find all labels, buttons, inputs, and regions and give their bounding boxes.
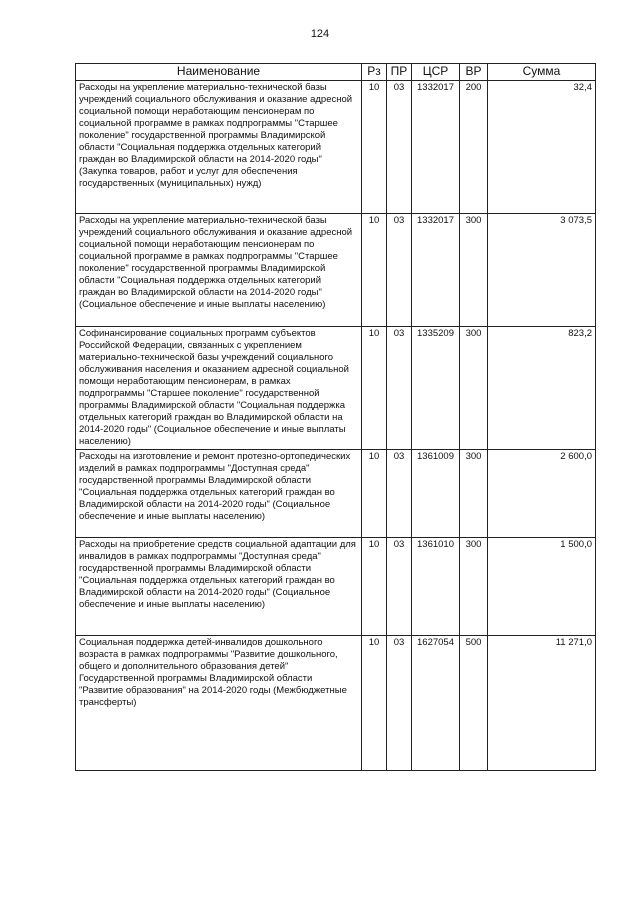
row-csr: 1361010 xyxy=(412,538,460,636)
row-name: Софинансирование социальных программ субъектов Российской Федерации, связанных с укреплением материально-технической базы учреждений социального обслуживания населения и оказанием адресной социальной помощи неработающим пенсионерам, в рамках подпрограммы "Старшее поколение" государственной программы Владимирской области "Социальная поддержка отдельных категорий граждан во Владимирской области на 2014-2020 годы" (Социальное обеспечение и иные выплаты населению) xyxy=(76,327,362,450)
table-row xyxy=(76,450,596,538)
row-csr: 1335209 xyxy=(412,327,460,450)
row-name: Расходы на приобретение средств социальной адаптации для инвалидов в рамках подпрограммы "Доступная среда" государственной программы Владимирской области "Социальная поддержка отдельных категорий граждан во Владимирской области на 2014-2020 годы" (Социальное обеспечение и иные выплаты населению) xyxy=(76,538,362,636)
row-vr: 300 xyxy=(460,538,488,636)
row-sum: 2 600,0 xyxy=(488,450,596,538)
header-rz: Рз xyxy=(362,64,387,81)
row-vr: 200 xyxy=(460,81,488,214)
table-row xyxy=(76,214,596,327)
table-header-row xyxy=(76,64,596,81)
row-rz: 10 xyxy=(362,214,387,327)
row-name: Расходы на укрепление материально-технической базы учреждений социального обслуживания и оказание адресной социальной помощи неработающим пенсионерам по социальной программе в рамках подпрограммы "Старшее поколение" государственной программы Владимирской области "Социальная поддержка отдельных категорий граждан во Владимирской области на 2014-2020 годы" (Закупка товаров, работ и услуг для обеспечения государственных (муниципальных) нужд) xyxy=(76,81,362,214)
page-number: 124 xyxy=(310,28,330,40)
row-sum: 11 271,0 xyxy=(488,636,596,771)
row-pr: 03 xyxy=(387,538,412,636)
row-name: Расходы на изготовление и ремонт протезно-ортопедических изделий в рамках подпрограммы "Доступная среда" государственной программы Владимирской области "Социальная поддержка отдельных категорий граждан во Владимирской области на 2014-2020 годы" (Социальное обеспечение и иные выплаты населению) xyxy=(76,450,362,538)
row-name: Социальная поддержка детей-инвалидов дошкольного возраста в рамках подпрограммы "Развитие дошкольного, общего и дополнительного образования детей" Государственной программы Владимирской области "Развитие образования" на 2014-2020 годы (Межбюджетные трансферты) xyxy=(76,636,362,771)
row-name: Расходы на укрепление материально-технической базы учреждений социального обслуживания и оказание адресной социальной помощи неработающим пенсионерам по социальной программе в рамках подпрограммы "Старшее поколение" государственной программы Владимирской области "Социальная поддержка отдельных категорий граждан во Владимирской области на 2014-2020 годы" (Социальное обеспечение и иные выплаты населению) xyxy=(76,214,362,327)
row-rz: 10 xyxy=(362,81,387,214)
table-row xyxy=(76,538,596,636)
header-sum: Сумма xyxy=(488,64,596,81)
row-csr: 1361009 xyxy=(412,450,460,538)
row-rz: 10 xyxy=(362,450,387,538)
header-csr: ЦСР xyxy=(412,64,460,81)
row-vr: 300 xyxy=(460,214,488,327)
budget-table xyxy=(75,63,596,771)
row-vr: 300 xyxy=(460,327,488,450)
row-rz: 10 xyxy=(362,327,387,450)
table-row xyxy=(76,81,596,214)
row-pr: 03 xyxy=(387,81,412,214)
table-row xyxy=(76,636,596,771)
row-sum: 32,4 xyxy=(488,81,596,214)
row-rz: 10 xyxy=(362,538,387,636)
table-row xyxy=(76,327,596,450)
header-vr: ВР xyxy=(460,64,488,81)
row-csr: 1332017 xyxy=(412,81,460,214)
row-pr: 03 xyxy=(387,327,412,450)
row-sum: 3 073,5 xyxy=(488,214,596,327)
row-rz: 10 xyxy=(362,636,387,771)
row-vr: 500 xyxy=(460,636,488,771)
header-name: Наименование xyxy=(76,64,362,81)
row-pr: 03 xyxy=(387,214,412,327)
row-sum: 823,2 xyxy=(488,327,596,450)
row-pr: 03 xyxy=(387,450,412,538)
row-csr: 1627054 xyxy=(412,636,460,771)
row-pr: 03 xyxy=(387,636,412,771)
header-pr: ПР xyxy=(387,64,412,81)
row-sum: 1 500,0 xyxy=(488,538,596,636)
row-vr: 300 xyxy=(460,450,488,538)
row-csr: 1332017 xyxy=(412,214,460,327)
